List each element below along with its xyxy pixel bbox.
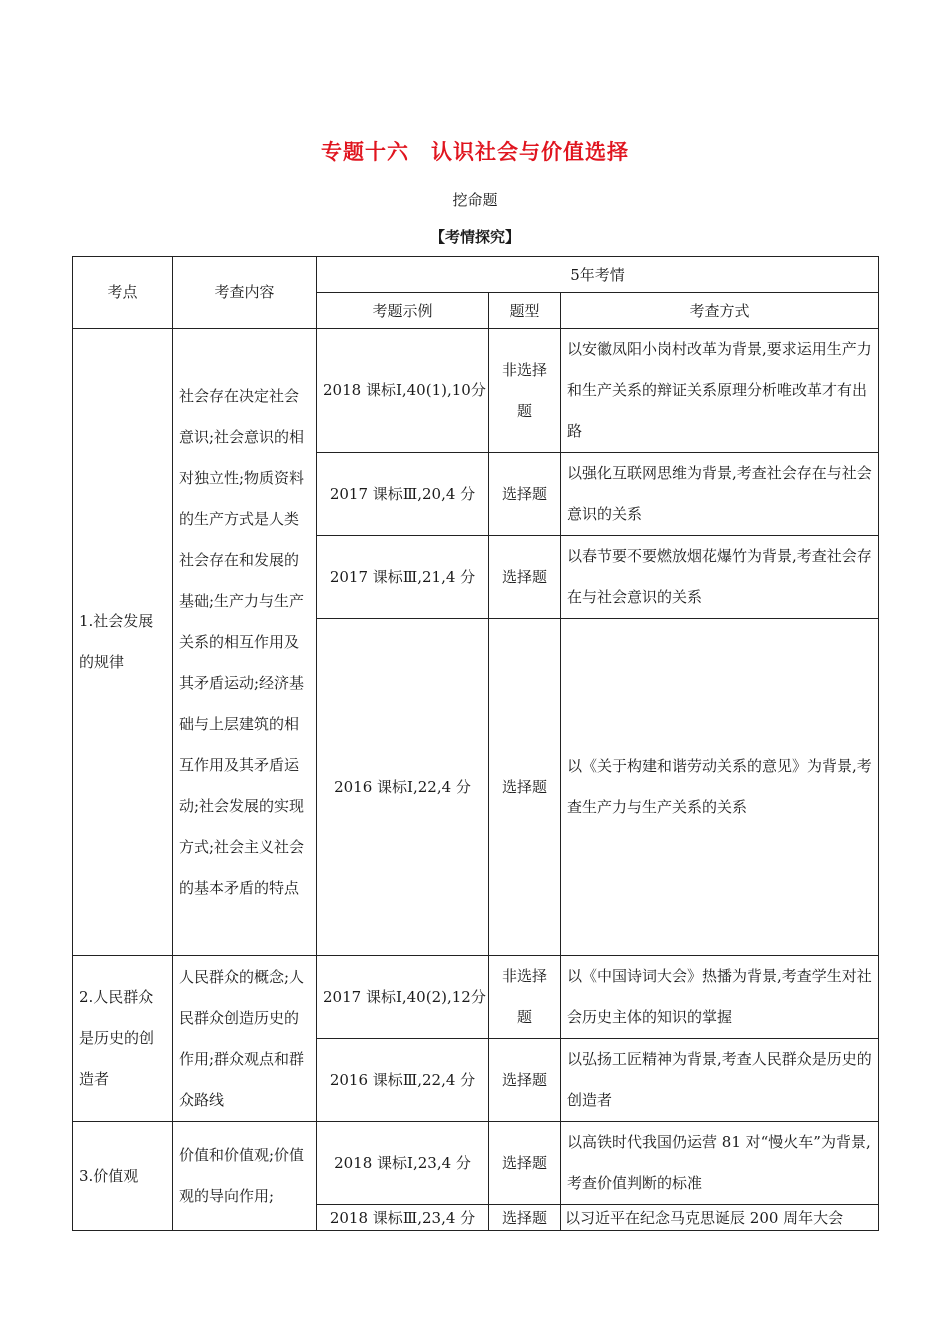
table-header-row <box>73 257 879 293</box>
table-row <box>73 329 879 453</box>
method-cell: 以安徽凤阳小岗村改革为背景,要求运用生产力和生产关系的辩证关系原理分析唯改革才有出路 <box>561 329 879 453</box>
page-subtitle: 挖命题 <box>452 191 498 209</box>
type-cell: 选择题 <box>489 1039 561 1122</box>
type-cell: 选择题 <box>489 1122 561 1205</box>
point-cell: 2.人民群众是历史的创造者 <box>73 956 173 1122</box>
table-row <box>73 1122 879 1205</box>
exam-analysis-table <box>72 256 879 1231</box>
type-cell: 非选择题 <box>489 956 561 1039</box>
method-cell: 以弘扬工匠精神为背景,考查人民群众是历史的创造者 <box>561 1039 879 1122</box>
content-cell: 人民群众的概念;人民群众创造历史的作用;群众观点和群众路线 <box>173 956 317 1122</box>
content-cell: 社会存在决定社会意识;社会意识的相对独立性;物质资料的生产方式是人类社会存在和发展的基础;生产力与生产关系的相互作用及其矛盾运动;经济基础与上层建筑的相互作用及其矛盾运动;社会发展的实现方式;社会主义社会的基本矛盾的特点 <box>173 329 317 956</box>
example-cell: 2017 课标Ⅲ,20,4 分 <box>317 453 489 536</box>
header-point: 考点 <box>73 257 173 329</box>
method-cell: 以《关于构建和谐劳动关系的意见》为背景,考查生产力与生产关系的关系 <box>561 619 879 956</box>
example-cell: 2018 课标Ⅰ,23,4 分 <box>317 1122 489 1205</box>
header-type: 题型 <box>489 293 561 329</box>
example-cell: 2016 课标Ⅲ,22,4 分 <box>317 1039 489 1122</box>
point-cell: 3.价值观 <box>73 1122 173 1231</box>
method-cell: 以习近平在纪念马克思诞辰 200 周年大会 <box>561 1205 879 1231</box>
example-cell: 2017 课标Ⅰ,40(2),12分 <box>317 956 489 1039</box>
type-cell: 非选择题 <box>489 329 561 453</box>
method-cell: 以春节要不要燃放烟花爆竹为背景,考查社会存在与社会意识的关系 <box>561 536 879 619</box>
header-example: 考题示例 <box>317 293 489 329</box>
header-content: 考查内容 <box>173 257 317 329</box>
method-cell: 以高铁时代我国仍运营 81 对“慢火车”为背景,考查价值判断的标准 <box>561 1122 879 1205</box>
type-cell: 选择题 <box>489 453 561 536</box>
type-cell: 选择题 <box>489 619 561 956</box>
example-cell: 2016 课标Ⅰ,22,4 分 <box>317 619 489 956</box>
content-cell: 价值和价值观;价值观的导向作用; <box>173 1122 317 1231</box>
example-cell: 2018 课标Ⅰ,40(1),10分 <box>317 329 489 453</box>
example-cell: 2017 课标Ⅲ,21,4 分 <box>317 536 489 619</box>
section-heading: 【考情探究】 <box>429 228 520 246</box>
table-row <box>73 956 879 1039</box>
type-cell: 选择题 <box>489 536 561 619</box>
page-title: 专题十六 认识社会与价值选择 <box>321 140 629 164</box>
point-cell: 1.社会发展的规律 <box>73 329 173 956</box>
type-cell: 选择题 <box>489 1205 561 1231</box>
header-method: 考查方式 <box>561 293 879 329</box>
method-cell: 以《中国诗词大会》热播为背景,考查学生对社会历史主体的知识的掌握 <box>561 956 879 1039</box>
method-cell: 以强化互联网思维为背景,考查社会存在与社会意识的关系 <box>561 453 879 536</box>
example-cell: 2018 课标Ⅲ,23,4 分 <box>317 1205 489 1231</box>
header-five-year: 5年考情 <box>317 257 879 293</box>
